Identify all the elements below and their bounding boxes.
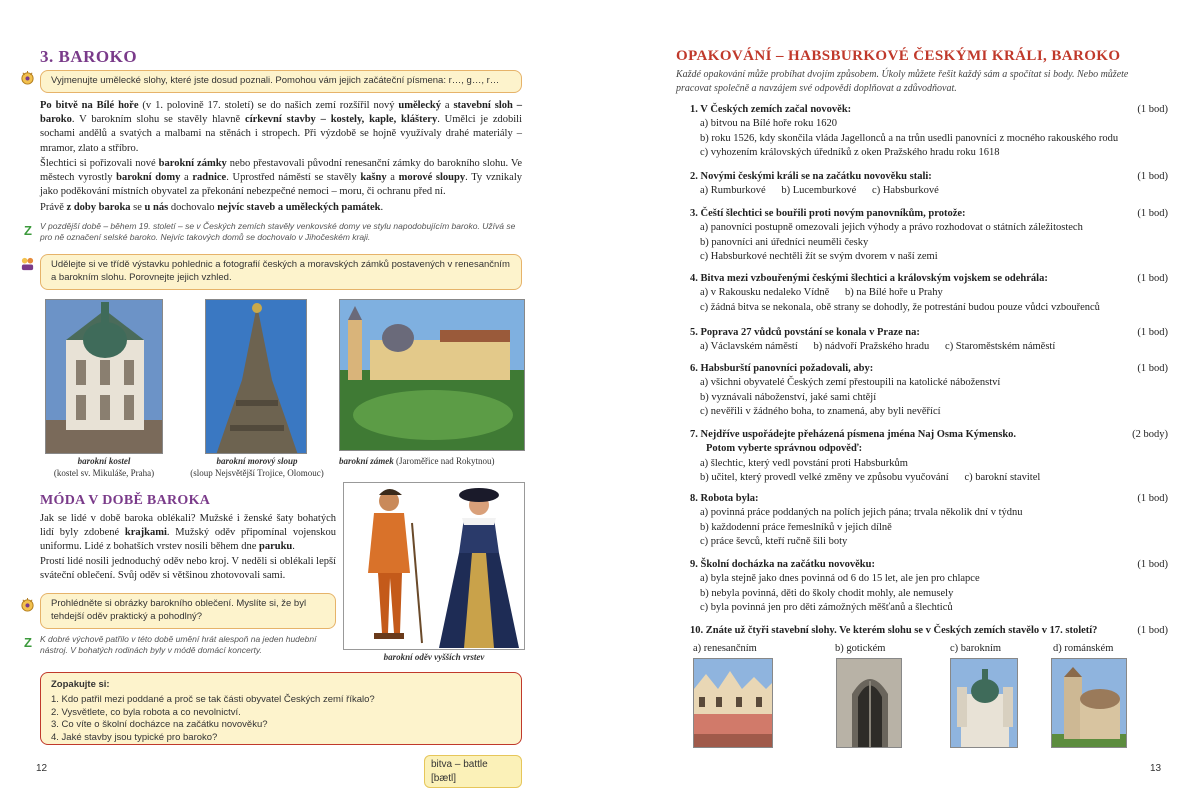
caption-chateau-title: barokní zámek (339, 456, 394, 466)
question-text: 4. Bitva mezi vzbouřenými českými šlechtici a královským vojskem se odehrála: (1 bod) (690, 272, 1168, 286)
question-1 (690, 103, 1168, 161)
task-box-vystavka: Udělejte si ve třídě výstavku pohlednic a fotografií českých a moravských zámků postavených v renesančním a barokním slohu. Porovnejte jejich vzhled. (40, 254, 522, 290)
fashion-title: MÓDA V DOBĚ BAROKA (40, 493, 211, 508)
note-selske-baroko: V pozdější době – během 19. století – se v Českých zemích stavěly venkovské domy ve stylu napodobujícím baroko. Užívá se pro ně označení selské baroko. Nejvíc takových domů se dochovalo v Jihočeském kraji. (40, 221, 516, 243)
body-text: . Ty vznikaly jako poděkování místních obyvatel za překonání nebezpečné nemoci – moru, či ochranu před ní. (40, 172, 522, 198)
right-page (610, 0, 1200, 795)
body-text: Šlechtici si pořizovali nové (40, 158, 159, 169)
answer-option[interactable]: a) Václavském náměstí b) nádvoří Pražského hradu c) Staroměstském náměstí (700, 341, 1056, 353)
points-label: (2 body) (1132, 429, 1168, 440)
question-7 (690, 428, 1168, 486)
answer-option[interactable]: b) panovníci ani úředníci neuměli česky (700, 236, 869, 248)
emphasis-text: radnice (192, 172, 227, 184)
caption-column-detail: (sloup Nejsvětější Trojice, Olomouc) (190, 467, 324, 478)
emphasis-text: nejvíc staveb a uměleckých památek (217, 202, 381, 213)
answer-option[interactable]: a) v Rakousku nedaleko Vídně b) na Bílé hoře u Prahy (700, 287, 943, 299)
question-subtext: Potom vyberte správnou odpověď: (706, 443, 863, 455)
vocabulary-box: bitva – battle [bætl] (424, 755, 522, 788)
note-icon: Z (24, 223, 32, 238)
question-text: 6. Habsburští panovníci požadovali, aby: (1 bod) (690, 362, 1168, 376)
task-box-slohy: Vyjmenujte umělecké slohy, které jste dosud poznali. Pomohou vám jejich začáteční písmena: r…, g…, r… (40, 70, 522, 93)
emphasis-text: stavební sloh – baroko (40, 100, 522, 126)
caption-clothes-title: barokní oděv vyšších vrstev (383, 652, 485, 662)
question-10 (690, 624, 1168, 638)
photo-romanesque-rotunda (1051, 658, 1127, 748)
caption-chateau (339, 456, 525, 468)
points-label: (1 bod) (1137, 171, 1168, 182)
answer-option[interactable]: a) panovníci postupně omezovali jejich výhody a právo rozhodovat o státních záležitostech (700, 222, 1083, 234)
body-text: Jak se lidé v době baroka oblékali? Mužské i ženské šaty bohatých lidí byly zdobené (40, 513, 336, 539)
body-text: . Uprostřed náměstí se stavěly (226, 172, 361, 184)
review-item: 2. Vysvětlete, co byla robota a co nevolnictví. (51, 706, 241, 718)
body-text: . Umělci je zdobili sochami andělů a svatých a malbami na stěnách i stropech. Při výzdobě se hojně využívaly drahé materiály – mramor, zlato a stříbro. (40, 114, 522, 154)
question-2 (690, 170, 1168, 199)
review-title: Zopakujte si: (51, 679, 110, 690)
points-label: (1 bod) (1137, 104, 1168, 115)
emphasis-text: morové sloupy (398, 172, 466, 184)
answer-option[interactable]: b) vyznávali náboženství, jaké sami chtějí (700, 391, 877, 403)
question-text: 2. Novými českými králi se na začátku novověku stali: (1 bod) (690, 170, 1168, 184)
question-5 (690, 326, 1168, 355)
style-option-baroque[interactable]: c) barokním (950, 643, 1002, 654)
answer-option[interactable]: c) vyhozením královských úředníků z oken Pražského hradu roku 1618 (700, 147, 1000, 159)
body-text: a (440, 100, 454, 111)
style-option-gothic[interactable]: b) gotickém (835, 643, 886, 654)
note-icon: Z (24, 635, 32, 650)
task-icon (20, 70, 35, 90)
review-intro: Každé opakování může probíhat dvojím způsobem. Úkoly můžete řešit každý sám a spočítat si body. Nebo můžete pracovat společně a navzájem své odpovědi doplňovat a zdůvodňovat. (676, 69, 1129, 94)
caption-column-title: barokní morový sloup (216, 456, 298, 466)
photo-baroque-church (45, 299, 163, 454)
body-text: Právě (40, 202, 67, 213)
photo-baroque-clothes (343, 482, 525, 650)
task-icon (20, 597, 35, 617)
emphasis-text: Po bitvě na Bílé hoře (40, 100, 139, 111)
review-item: 4. Jaké stavby jsou typické pro baroko? (51, 732, 218, 744)
question-9 (690, 558, 1168, 616)
paragraph-pamatky (40, 201, 522, 215)
style-option-romanesque[interactable]: d) románském (1053, 643, 1114, 654)
answer-option[interactable]: a) všichni obyvatelé Českých zemí přestoupili na katolické náboženství (700, 377, 1001, 389)
body-text: (v 1. polovině 17. století) se do našich zemí rozšířil nový (138, 100, 399, 111)
emphasis-text: krajkami (124, 527, 167, 539)
caption-church-title: barokní kostel (77, 456, 131, 466)
photo-gothic-window (836, 658, 902, 748)
photo-baroque-church-small (950, 658, 1018, 748)
emphasis-text: z doby baroka (66, 202, 131, 213)
body-text: dochovalo (168, 202, 218, 213)
answer-option[interactable]: a) povinná práce poddaných na polích jejich pána; trvala několik dní v týdnu (700, 507, 1023, 519)
page-number: 12 (36, 763, 48, 774)
points-label: (1 bod) (1137, 493, 1168, 504)
caption-chateau-detail: (Jaroměřice nad Rokytnou) (396, 456, 495, 466)
question-text: 1. V Českých zemích začal novověk: (1 bod) (690, 103, 1168, 117)
body-text: . (380, 202, 384, 213)
question-8 (690, 492, 1168, 550)
caption-church (35, 456, 173, 479)
question-text: 7. Nejdříve uspořádejte přeházená písmena jména Naj Osma Kýmensko. (2 body) (690, 428, 1168, 442)
emphasis-text: paruku (259, 541, 293, 553)
emphasis-text: kašny (360, 172, 387, 184)
answer-option[interactable]: b) učitel, který provedl velké změny ve způsobu vyučování c) barokní stavitel (700, 472, 1041, 484)
note-music: K dobré výchově patřilo v této době umění hrát alespoň na jeden hudební nástroj. V bohatých rodinách byly v módě domácí koncerty. (40, 634, 317, 656)
question-4 (690, 272, 1168, 315)
question-text: 10. Znáte už čtyři stavební slohy. Ve kterém slohu se v Českých zemích stavělo v 17. století? (1 bod) (690, 624, 1168, 638)
question-6 (690, 362, 1168, 420)
caption-clothes (343, 652, 525, 664)
question-text: 9. Školní docházka na začátku novověku: (1 bod) (690, 558, 1168, 572)
points-label: (1 bod) (1137, 327, 1168, 338)
photo-plague-column (205, 299, 307, 454)
left-page (0, 0, 590, 795)
points-label: (1 bod) (1137, 273, 1168, 284)
body-text: . (292, 541, 295, 553)
body-text: nebo přestavovali původní renesanční zámky do barokního slohu. Ve městech vyrostly (40, 158, 522, 184)
answer-option[interactable]: a) šlechtic, který vedl povstání proti Habsburkům (700, 457, 908, 469)
group-task-icon (20, 256, 35, 276)
question-text: 8. Robota byla: (1 bod) (690, 492, 1168, 506)
points-label: (1 bod) (1137, 363, 1168, 374)
answer-option[interactable]: c) Habsburkové nechtěli žít se svým dvorem v naší zemi (700, 251, 938, 263)
body-text: . V barokním slohu se stavěly hlavně (71, 114, 246, 126)
emphasis-text: u nás (144, 202, 169, 213)
body-text: se (130, 202, 145, 213)
emphasis-text: umělecký (398, 100, 441, 111)
answer-option[interactable]: c) nevěřili v žádného boha, to znamená, aby byli nevěřící (700, 406, 941, 418)
paragraph-bila-hora (40, 99, 522, 156)
answer-option[interactable]: a) Rumburkové b) Lucemburkové c) Habsburkové (700, 185, 939, 197)
answer-option[interactable]: a) byla stejně jako dnes povinná od 6 do 15 let, ale jen pro chlapce (700, 573, 980, 585)
answer-option[interactable]: b) roku 1526, kdy skončila vláda Jagellonců a na trůn usedli panovníci z mocného rakouského rodu (700, 132, 1119, 144)
points-label: (1 bod) (1137, 208, 1168, 219)
page-number: 13 (1150, 763, 1162, 774)
style-options (690, 642, 1168, 658)
paragraph-zamky (40, 157, 522, 200)
points-label: (1 bod) (1137, 625, 1168, 636)
question-text: 3. Čeští šlechtici se bouřili proti novým panovníkům, protože: (1 bod) (690, 207, 1168, 221)
caption-column (178, 456, 336, 479)
review-item: 3. Co víte o školní docházce na začátku novověku? (51, 719, 268, 731)
section-title: 3. BAROKO (40, 47, 138, 66)
review-item: 1. Kdo patřil mezi poddané a proč se tak části obyvatel Českých zemí říkalo? (51, 693, 375, 705)
photo-renaissance-houses (693, 658, 773, 748)
style-option-renaissance[interactable]: a) renesančním (693, 643, 757, 654)
points-label: (1 bod) (1137, 559, 1168, 570)
review-box (40, 672, 522, 745)
photo-baroque-chateau (339, 299, 525, 451)
question-3 (690, 207, 1168, 265)
emphasis-text: barokní zámky (158, 158, 227, 169)
answer-option[interactable]: b) každodenní práce řemeslníků v jejich dílně (700, 521, 892, 533)
body-text: a (386, 172, 399, 184)
answer-option[interactable]: a) bitvou na Bílé hoře roku 1620 (700, 118, 838, 130)
paragraph-common-clothes: Prostí lidé nosili jednoduchý oděv nebo kroj. V neděli si oblékali lepší sváteční oblečení. Svůj oděv si většinou zhotovovali sami. (40, 556, 336, 582)
emphasis-text: církevní stavby – kostely, kaple, kláštery (245, 114, 438, 126)
paragraph-fashion (40, 512, 336, 555)
caption-church-detail: (kostel sv. Mikuláše, Praha) (53, 467, 155, 478)
task-box-clothes: Prohlédněte si obrázky barokního oblečení. Myslíte si, že byl tehdejší oděv praktický a pohodlný? (40, 593, 336, 629)
review-page-title: OPAKOVÁNÍ – HABSBURKOVÉ ČESKÝMI KRÁLI, BAROKO (676, 48, 1121, 64)
body-text: a (180, 172, 193, 184)
question-text: 5. Poprava 27 vůdců povstání se konala v Praze na: (1 bod) (690, 326, 1168, 340)
emphasis-text: barokní domy (116, 172, 181, 184)
answer-option[interactable]: b) nebyla povinná, děti do školy chodit mohly, ale nemusely (700, 587, 954, 599)
body-text: . Mužský oděv připomínal vojenskou uniformu. Lidé z bohatších vrstev nosili během dne (40, 527, 337, 553)
answer-option[interactable]: c) žádná bitva se nekonala, obě strany se dohodly, že potrestání budou pouze vůdci vzbouřenců (700, 301, 1100, 313)
answer-option[interactable]: c) práce ševců, kteří ručně šili boty (700, 536, 848, 548)
answer-option[interactable]: c) byla povinná jen pro děti zámožných měšťanů a šlechticů (700, 602, 953, 614)
